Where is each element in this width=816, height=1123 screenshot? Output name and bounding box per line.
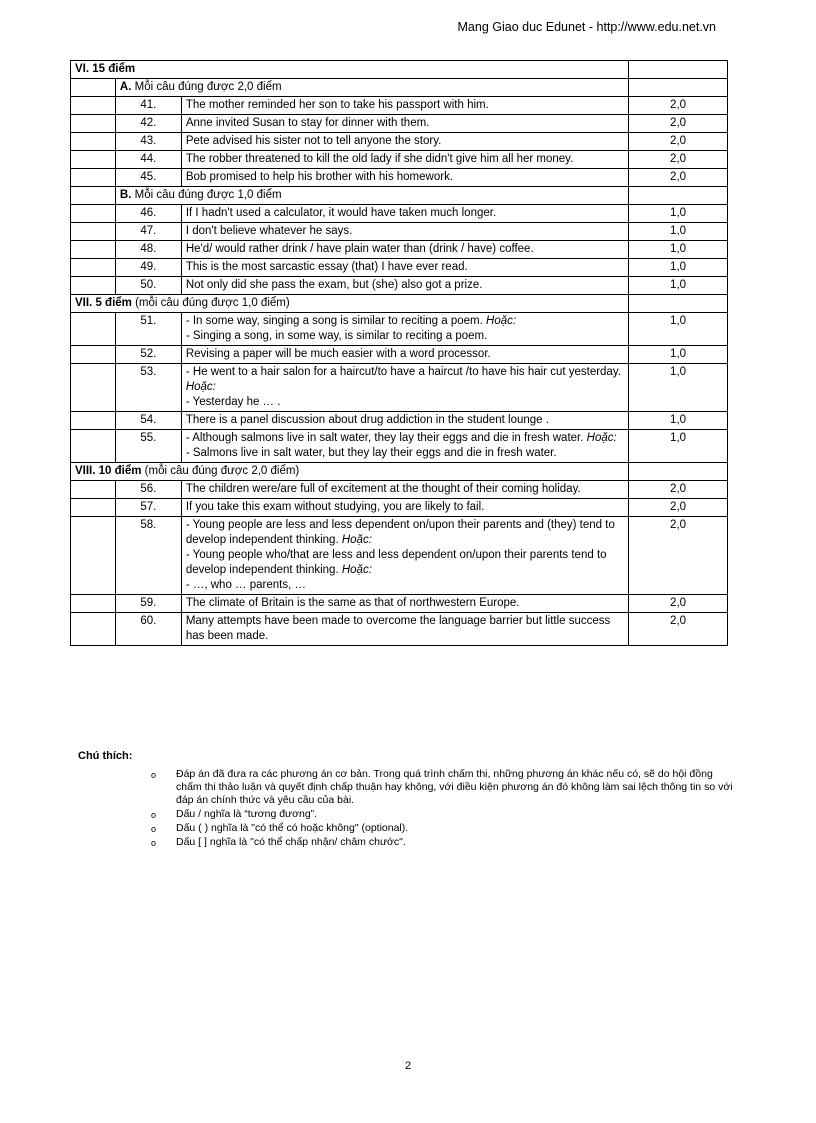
- score-cell: 2,0: [629, 595, 728, 613]
- answer-line: Many attempts have been made to overcome the language barrier but little success has been made.: [185, 615, 611, 642]
- note-item: [78, 808, 738, 821]
- blank-cell: [71, 430, 116, 463]
- section-row: [71, 463, 728, 481]
- blank-cell: [71, 241, 116, 259]
- answer-row: [71, 205, 728, 223]
- answer-line: - Young people who/that are less and less dependent on/upon their parents tend to develop independent thinking. Hoặc:: [185, 549, 607, 576]
- question-number: 41.: [115, 97, 181, 115]
- question-number: 58.: [115, 517, 181, 595]
- subsection-row: [71, 187, 728, 205]
- answer-text: [181, 346, 628, 364]
- note-item: [78, 836, 738, 849]
- score-cell: 1,0: [629, 412, 728, 430]
- section-heading-bold: VII. 5 điểm: [75, 297, 132, 309]
- answer-key-table: [70, 60, 728, 646]
- blank-cell: [71, 313, 116, 346]
- score-cell: 2,0: [629, 133, 728, 151]
- score-cell: [629, 61, 728, 79]
- answer-row: [71, 430, 728, 463]
- answer-line: The robber threatened to kill the old lady if she didn't give him all her money.: [185, 153, 574, 165]
- blank-cell: [71, 133, 116, 151]
- answer-row: [71, 595, 728, 613]
- answer-row: [71, 517, 728, 595]
- answer-line: - He went to a hair salon for a haircut/to have a haircut /to have his hair cut yesterday. Hoặc:: [185, 366, 621, 393]
- score-cell: 2,0: [629, 151, 728, 169]
- section-heading: [71, 295, 629, 313]
- answer-text: [181, 277, 628, 295]
- blank-cell: [71, 595, 116, 613]
- score-cell: 2,0: [629, 613, 728, 646]
- score-cell: 2,0: [629, 517, 728, 595]
- answer-row: [71, 313, 728, 346]
- score-cell: [629, 463, 728, 481]
- answer-line: - …, who … parents, …: [185, 579, 306, 591]
- answer-text: [181, 430, 628, 463]
- answer-row: [71, 241, 728, 259]
- question-number: 52.: [115, 346, 181, 364]
- section-heading-bold: VI. 15 điểm: [75, 63, 136, 75]
- notes-section: [78, 750, 738, 850]
- question-number: 42.: [115, 115, 181, 133]
- blank-cell: [71, 223, 116, 241]
- answer-text: [181, 517, 628, 595]
- note-text: Dấu / nghĩa là “tương đương”.: [176, 808, 318, 820]
- page-number: 2: [404, 1060, 412, 1072]
- bullet-icon: o: [151, 838, 157, 848]
- answer-line: - Although salmons live in salt water, they lay their eggs and die in fresh water. Hoặc:: [185, 432, 617, 444]
- answer-text: [181, 595, 628, 613]
- answer-line: - Salmons live in salt water, but they lay their eggs and die in fresh water.: [185, 447, 557, 459]
- answer-row: [71, 169, 728, 187]
- blank-cell: [71, 277, 116, 295]
- question-number: 43.: [115, 133, 181, 151]
- answer-line: The climate of Britain is the same as that of northwestern Europe.: [185, 597, 520, 609]
- section-row: [71, 295, 728, 313]
- question-number: 53.: [115, 364, 181, 412]
- blank-cell: [71, 169, 116, 187]
- note-item: [78, 822, 738, 835]
- question-number: 54.: [115, 412, 181, 430]
- answer-text: [181, 115, 628, 133]
- answer-row: [71, 346, 728, 364]
- answer-line: I don't believe whatever he says.: [185, 225, 353, 237]
- note-text: Dấu [ ] nghĩa là "có thể chấp nhận/ châm chước".: [176, 836, 406, 848]
- or-note: Hoặc:: [341, 534, 372, 546]
- blank-cell: [71, 499, 116, 517]
- blank-cell: [71, 205, 116, 223]
- bullet-icon: o: [151, 810, 157, 820]
- section-heading: [71, 61, 629, 79]
- page-header: Mang Giao duc Edunet - http://www.edu.net.vn: [457, 20, 716, 34]
- answer-text: [181, 169, 628, 187]
- answer-text: [181, 97, 628, 115]
- score-cell: [629, 187, 728, 205]
- question-number: 51.: [115, 313, 181, 346]
- score-cell: 1,0: [629, 259, 728, 277]
- blank-cell: [71, 412, 116, 430]
- answer-line: If you take this exam without studying, you are likely to fail.: [185, 501, 485, 513]
- score-cell: 1,0: [629, 430, 728, 463]
- note-text: Đáp án đã đưa ra các phương án cơ bản. Trong quá trình chấm thi, những phương án khác nếu có, sẽ do hội đồng chấm thi thảo luận và quyết định chấp thuận hay không, với điều kiện phương án đó không làm sai lệch thông tin so với đáp án chính thức và yêu cầu của bài.: [176, 768, 733, 806]
- answer-row: [71, 481, 728, 499]
- section-heading-bold: VIII. 10 điểm: [75, 465, 142, 477]
- question-number: 48.: [115, 241, 181, 259]
- notes-list: [78, 768, 738, 849]
- blank-cell: [71, 481, 116, 499]
- answer-line: Bob promised to help his brother with his homework.: [185, 171, 454, 183]
- question-number: 60.: [115, 613, 181, 646]
- answer-text: [181, 205, 628, 223]
- answer-text: [181, 613, 628, 646]
- answer-row: [71, 613, 728, 646]
- note-item: [78, 768, 738, 807]
- blank-cell: [71, 346, 116, 364]
- answer-text: [181, 223, 628, 241]
- score-cell: 1,0: [629, 241, 728, 259]
- answer-row: [71, 133, 728, 151]
- answer-text: [181, 481, 628, 499]
- blank-cell: [71, 151, 116, 169]
- subsection-heading-note: Mỗi câu đúng được 1,0 điểm: [131, 189, 282, 201]
- subsection-heading: [115, 79, 628, 97]
- or-note: Hoặc:: [486, 315, 517, 327]
- answer-text: [181, 499, 628, 517]
- answer-row: [71, 97, 728, 115]
- question-number: 56.: [115, 481, 181, 499]
- score-cell: 1,0: [629, 346, 728, 364]
- section-heading: [71, 463, 629, 481]
- notes-title: Chú thích:: [78, 750, 133, 762]
- answer-row: [71, 259, 728, 277]
- answer-row: [71, 499, 728, 517]
- answer-row: [71, 277, 728, 295]
- answer-line: If I hadn't used a calculator, it would have taken much longer.: [185, 207, 497, 219]
- score-cell: 1,0: [629, 313, 728, 346]
- answer-row: [71, 151, 728, 169]
- or-note: Hoặc:: [341, 564, 372, 576]
- or-note: Hoặc:: [586, 432, 617, 444]
- answer-line: Not only did she pass the exam, but (she) also got a prize.: [185, 279, 483, 291]
- answer-text: [181, 151, 628, 169]
- score-cell: 2,0: [629, 481, 728, 499]
- bullet-icon: o: [151, 824, 157, 834]
- subsection-heading-bold: B.: [119, 189, 132, 201]
- score-cell: 2,0: [629, 169, 728, 187]
- score-cell: 1,0: [629, 277, 728, 295]
- blank-cell: [71, 364, 116, 412]
- answer-line: - Singing a song, in some way, is similar to reciting a poem.: [185, 330, 488, 342]
- note-text: Dấu ( ) nghĩa là "có thể có hoặc không" (optional).: [176, 822, 409, 834]
- subsection-row: [71, 79, 728, 97]
- blank-cell: [71, 115, 116, 133]
- answer-line: The children were/are full of excitement at the thought of their coming holiday.: [185, 483, 581, 495]
- question-number: 55.: [115, 430, 181, 463]
- score-cell: 1,0: [629, 223, 728, 241]
- answer-text: [181, 412, 628, 430]
- answer-text: [181, 259, 628, 277]
- blank-cell: [71, 97, 116, 115]
- answer-line: Pete advised his sister not to tell anyone the story.: [185, 135, 442, 147]
- answer-text: [181, 364, 628, 412]
- answer-line: The mother reminded her son to take his passport with him.: [185, 99, 489, 111]
- answer-text: [181, 133, 628, 151]
- question-number: 50.: [115, 277, 181, 295]
- question-number: 59.: [115, 595, 181, 613]
- score-cell: 2,0: [629, 97, 728, 115]
- answer-line: - In some way, singing a song is similar to reciting a poem. Hoặc:: [185, 315, 517, 327]
- section-heading-note: (mỗi câu đúng được 1,0 điểm): [131, 297, 290, 309]
- question-number: 45.: [115, 169, 181, 187]
- blank-cell: [71, 613, 116, 646]
- answer-text: [181, 241, 628, 259]
- answer-text: [181, 313, 628, 346]
- answer-line: Anne invited Susan to stay for dinner with them.: [185, 117, 430, 129]
- subsection-heading-bold: A.: [119, 81, 132, 93]
- score-cell: 2,0: [629, 115, 728, 133]
- answer-row: [71, 115, 728, 133]
- score-cell: 1,0: [629, 205, 728, 223]
- answer-line: - Yesterday he … .: [185, 396, 281, 408]
- section-row: [71, 61, 728, 79]
- answer-line: Revising a paper will be much easier with a word processor.: [185, 348, 491, 360]
- question-number: 57.: [115, 499, 181, 517]
- or-note: Hoặc:: [185, 381, 216, 393]
- answer-line: - Young people are less and less dependent on/upon their parents and (they) tend to develop independent thinking. Hoặc:: [185, 519, 615, 546]
- answer-row: [71, 364, 728, 412]
- question-number: 47.: [115, 223, 181, 241]
- answer-line: There is a panel discussion about drug addiction in the student lounge .: [185, 414, 549, 426]
- score-cell: [629, 295, 728, 313]
- score-cell: 2,0: [629, 499, 728, 517]
- subsection-heading: [115, 187, 628, 205]
- answer-line: This is the most sarcastic essay (that) I have ever read.: [185, 261, 468, 273]
- bullet-icon: o: [151, 770, 157, 780]
- blank-cell: [71, 517, 116, 595]
- score-cell: [629, 79, 728, 97]
- score-cell: 1,0: [629, 364, 728, 412]
- answer-row: [71, 412, 728, 430]
- question-number: 49.: [115, 259, 181, 277]
- section-heading-note: (mỗi câu đúng được 2,0 điểm): [141, 465, 300, 477]
- question-number: 44.: [115, 151, 181, 169]
- question-number: 46.: [115, 205, 181, 223]
- blank-cell: [71, 259, 116, 277]
- answer-line: He'd/ would rather drink / have plain water than (drink / have) coffee.: [185, 243, 534, 255]
- answer-row: [71, 223, 728, 241]
- blank-cell: [71, 79, 116, 97]
- subsection-heading-note: Mỗi câu đúng được 2,0 điểm: [131, 81, 282, 93]
- blank-cell: [71, 187, 116, 205]
